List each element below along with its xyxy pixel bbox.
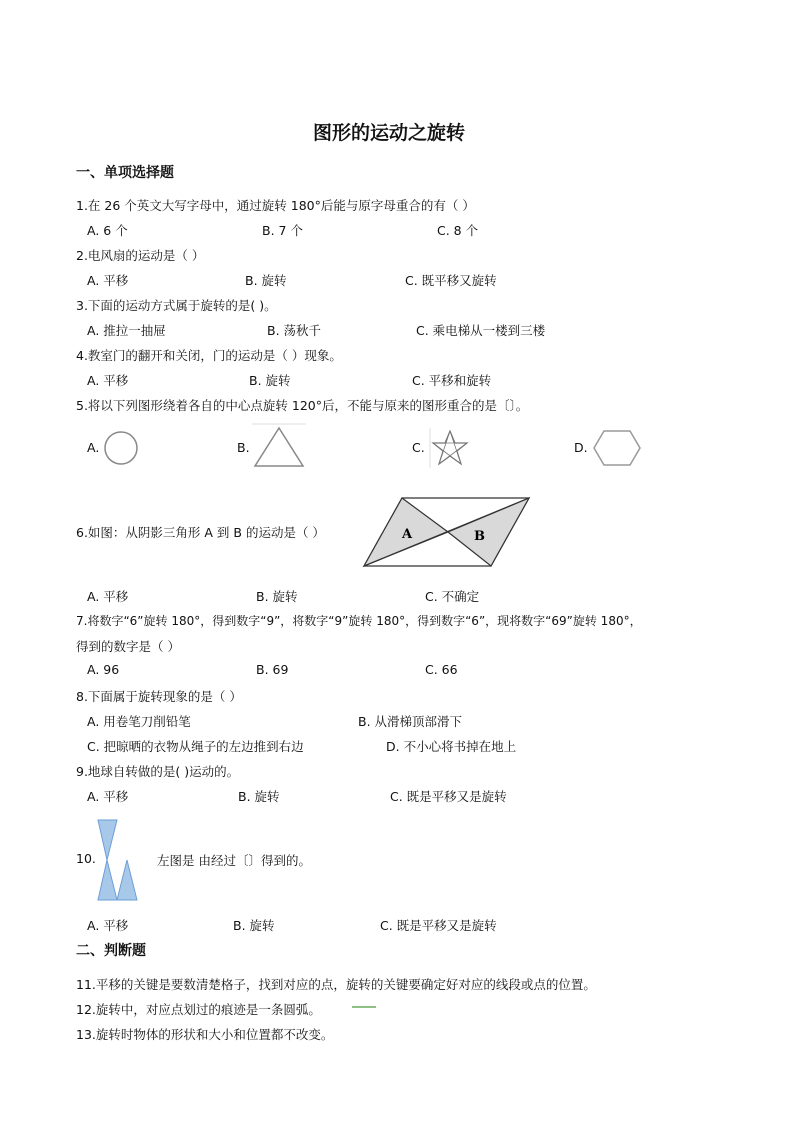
q5-option-c[interactable]: C. [412, 440, 425, 455]
question-3: 3.下面的运动方式属于旋转的是( )。 [76, 298, 277, 313]
question-9: 9.地球自转做的是( )运动的。 [76, 764, 240, 779]
question-1: 1.在 26 个英文大写字母中，通过旋转 180°后能与原字母重合的有（ ） [76, 198, 475, 213]
q1-option-b[interactable]: B. 7 个 [262, 223, 303, 238]
q9-option-c[interactable]: C. 既是平移又是旋转 [390, 789, 507, 804]
q2-option-c[interactable]: C. 既平移又旋转 [405, 273, 497, 288]
q5-star-figure [430, 428, 470, 468]
q4-option-b[interactable]: B. 旋转 [249, 373, 291, 388]
q5-option-d[interactable]: D. [574, 440, 588, 455]
q10-option-c[interactable]: C. 既是平移又是旋转 [380, 918, 497, 933]
q6-option-a[interactable]: A. 平移 [87, 589, 129, 604]
question-10: 左图是 由经过〔〕得到的。 [157, 853, 311, 868]
q6-parallelogram-figure [362, 496, 532, 568]
q6-option-c[interactable]: C. 不确定 [425, 589, 480, 604]
q2-option-a[interactable]: A. 平移 [87, 273, 129, 288]
q4-option-a[interactable]: A. 平移 [87, 373, 129, 388]
q7-option-a[interactable]: A. 96 [87, 662, 120, 677]
q6-option-b[interactable]: B. 旋转 [256, 589, 298, 604]
section-heading-single-choice: 一、单项选择题 [76, 165, 174, 181]
q7-option-b[interactable]: B. 69 [256, 662, 289, 677]
q5-circle-figure [103, 430, 139, 466]
q10-bowtie-figure [95, 818, 141, 902]
question-7-line-1: 7.将数字“6”旋转 180°，得到数字“9”，将数字“9”旋转 180°，得到数字“6”，现将数字“69”旋转 180°， [76, 614, 642, 628]
page-title: 图形的运动之旋转 [313, 122, 466, 144]
section-heading-true-false: 二、判断题 [76, 943, 146, 959]
q3-option-b[interactable]: B. 荡秋千 [267, 323, 322, 338]
q5-hexagon-figure [592, 428, 642, 468]
q3-option-a[interactable]: A. 推拉一抽屉 [87, 323, 166, 338]
q8-option-b[interactable]: B. 从滑梯顶部滑下 [358, 714, 463, 729]
q9-option-b[interactable]: B. 旋转 [238, 789, 280, 804]
question-13: 13.旋转时物体的形状和大小和位置都不改变。 [76, 1027, 334, 1042]
question-12: 12.旋转中，对应点划过的痕迹是一条圆弧。 [76, 1002, 321, 1017]
q1-option-c[interactable]: C. 8 个 [437, 223, 479, 238]
q10-option-a[interactable]: A. 平移 [87, 918, 129, 933]
q8-option-a[interactable]: A. 用卷笔刀削铅笔 [87, 714, 191, 729]
q6-label-b: B [474, 529, 485, 544]
q10-option-b[interactable]: B. 旋转 [233, 918, 275, 933]
q3-option-c[interactable]: C. 乘电梯从一楼到三楼 [416, 323, 546, 338]
question-4: 4.教室门的翻开和关闭，门的运动是（ ）现象。 [76, 348, 342, 363]
q2-option-b[interactable]: B. 旋转 [245, 273, 287, 288]
q6-label-a: A [402, 527, 413, 542]
q1-option-a[interactable]: A. 6 个 [87, 223, 128, 238]
q9-option-a[interactable]: A. 平移 [87, 789, 129, 804]
q8-option-c[interactable]: C. 把晾晒的衣物从绳子的左边推到右边 [87, 739, 304, 754]
q5-triangle-figure [252, 424, 306, 468]
q4-option-c[interactable]: C. 平移和旋转 [412, 373, 492, 388]
question-8: 8.下面属于旋转现象的是（ ） [76, 689, 242, 704]
q7-option-c[interactable]: C. 66 [425, 662, 458, 677]
green-mark-icon [352, 1005, 376, 1009]
question-2: 2.电风扇的运动是（ ） [76, 248, 205, 263]
question-10-number: 10. [76, 851, 96, 866]
q5-option-b[interactable]: B. [237, 440, 250, 455]
q8-option-d[interactable]: D. 不小心将书掉在地上 [386, 739, 517, 754]
question-7-line-2: 得到的数字是（ ） [76, 639, 180, 654]
question-5: 5.将以下列图形绕着各自的中心点旋转 120°后，不能与原来的图形重合的是〔〕。 [76, 398, 529, 413]
question-11: 11.平移的关键是要数清楚格子，找到对应的点，旋转的关键要确定好对应的线段或点的位置。 [76, 977, 596, 992]
question-6: 6.如图：从阴影三角形 A 到 B 的运动是（ ） [76, 525, 325, 540]
q5-option-a[interactable]: A. [87, 440, 100, 455]
